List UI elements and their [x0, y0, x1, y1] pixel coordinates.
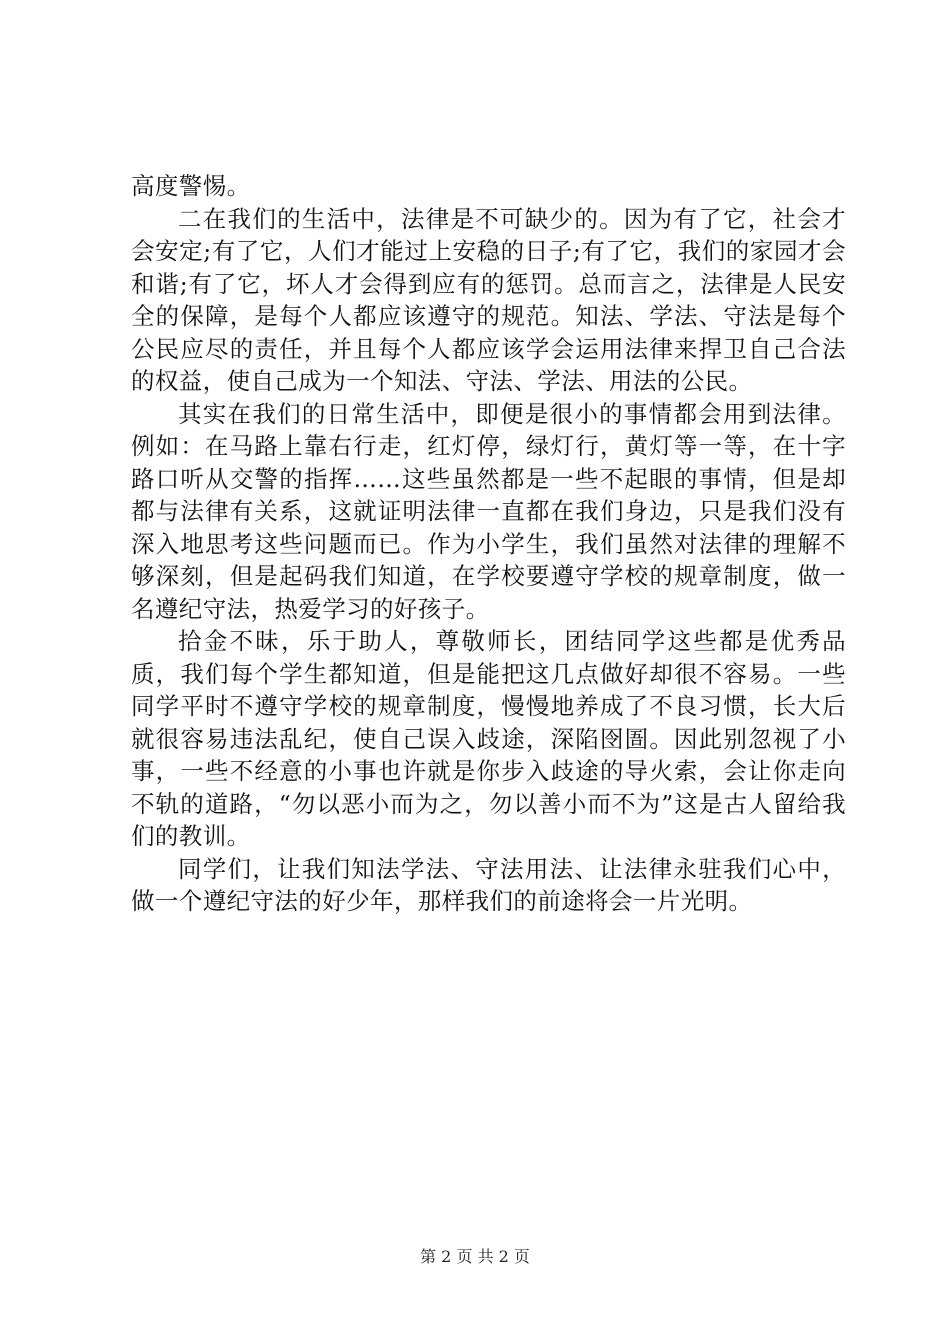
page-number-footer: 第 2 页 共 2 页: [420, 1247, 530, 1266]
paragraph: 二在我们的生活中，法律是不可缺少的。因为有了它，社会才会安定;有了它，人们才能过上安稳的日子;有了它，我们的家园才会和谐;有了它，坏人才会得到应有的惩罚。总而言之，法律是人民安全的保障，是每个人都应该遵守的规范。知法、学法、守法是每个公民应尽的责任，并且每个人都应该学会运用法律来捍卫自己合法的权益，使自己成为一个知法、守法、学法、用法的公民。: [131, 204, 846, 395]
paragraph: 拾金不昧，乐于助人，尊敬师长，团结同学这些都是优秀品质，我们每个学生都知道，但是能把这几点做好却很不容易。一些同学平时不遵守学校的规章制度，慢慢地养成了不良习惯，长大后就很容易违法乱纪，使自己误入歧途，深陷囹圄。因此别忽视了小事，一些不经意的小事也许就是你步入歧途的导火索，会让你走向不轨的道路，“勿以恶小而为之，勿以善小而不为”这是古人留给我们的教训。: [131, 627, 846, 850]
paragraph-continuation: 高度警惕。: [131, 172, 251, 200]
paragraph: 其实在我们的日常生活中，即便是很小的事情都会用到法律。例如：在马路上靠右行走，红灯停，绿灯行，黄灯等一等，在十字路口听从交警的指挥……这些虽然都是一些不起眼的事情，但是却都与法律有关系，这就证明法律一直都在我们身边，只是我们没有深入地思考这些问题而已。作为小学生，我们虽然对法律的理解不够深刻，但是起码我们知道，在学校要遵守学校的规章制度，做一名遵纪守法，热爱学习的好孩子。: [131, 399, 846, 623]
document-body: [131, 170, 846, 918]
paragraph: 同学们，让我们知法学法、守法用法、让法律永驻我们心中，做一个遵纪守法的好少年，那样我们的前途将会一片光明。: [131, 854, 846, 915]
